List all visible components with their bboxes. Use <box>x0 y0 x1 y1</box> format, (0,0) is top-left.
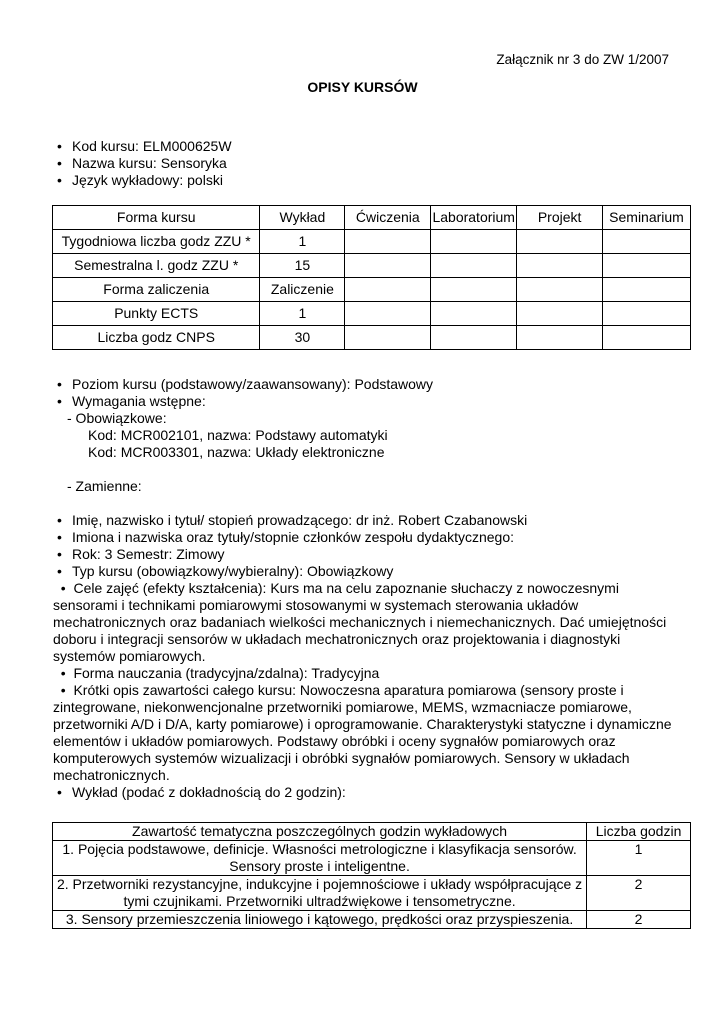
course-goals: • Cele zajęć (efekty kształcenia): Kurs ma na celu zapoznanie słuchaczy z nowoczesnymi sensorami i technikami pomiarowymi stosowanymi w systemach sterowania układów mechatronicznych oraz badaniach wielkości mechanicznych i niemechanicznych. Dać umiejętności doboru i integracji sensorów w układach mechatronicznych oraz projektowania i diagnostyki systemów pomiarowych. <box>53 580 667 664</box>
table-cell: 30 <box>260 326 345 350</box>
table-cell: Liczba godz CNPS <box>53 326 260 350</box>
teaching-form-text: Forma nauczania (tradycyjna/zdalna): Tradycyjna <box>73 665 380 681</box>
table-row <box>53 278 691 302</box>
table-cell: 1 <box>260 302 345 326</box>
mandatory-course-1: Kod: MCR002101, nazwa: Podstawy automatyki <box>88 427 388 443</box>
table-cell <box>517 254 603 278</box>
table-cell: 1 <box>260 230 345 254</box>
table-cell: Forma zaliczenia <box>53 278 260 302</box>
course-level: • Poziom kursu (podstawowy/zaawansowany): Podstawowy <box>53 376 673 393</box>
year-semester: • Rok: 3 Semestr: Zimowy <box>53 546 673 563</box>
table-cell <box>603 302 691 326</box>
table-cell <box>431 302 517 326</box>
table-cell <box>345 326 431 350</box>
course-info-list <box>53 138 232 189</box>
teaching-form: • Forma nauczania (tradycyjna/zdalna): Tradycyjna <box>53 665 380 681</box>
alternative-label: - Zamienne: <box>67 478 142 494</box>
table-cell: 3. Sensory przemieszczenia liniowego i kątowego, prędkości oraz przyspieszenia. <box>53 911 587 929</box>
table-cell: 2. Przetworniki rezystancyjne, indukcyjne i pojemnościowe i układy współpracujące z tymi czujnikami. Przetworniki ultradźwiękowe i tensometryczne. <box>53 876 587 911</box>
mandatory-label: - Obowiązkowe: <box>67 410 167 426</box>
header-cell: Projekt <box>517 206 603 230</box>
table-row <box>53 841 691 876</box>
table-header-row <box>53 823 691 841</box>
mandatory-course-2: Kod: MCR003301, nazwa: Układy elektroniczne <box>88 444 385 460</box>
header-cell: Wykład <box>260 206 345 230</box>
table-row <box>53 254 691 278</box>
header-cell: Zawartość tematyczna poszczególnych godzin wykładowych <box>53 823 587 841</box>
table-cell <box>345 302 431 326</box>
course-type: • Typ kursu (obowiązkowy/wybieralny): Obowiązkowy <box>53 563 673 580</box>
table-cell <box>345 254 431 278</box>
header-cell: Forma kursu <box>53 206 260 230</box>
lecturer: • Imię, nazwisko i tytuł/ stopień prowadzącego: dr inż. Robert Czabanowski <box>53 512 673 529</box>
table-cell: Tygodniowa liczba godz ZZU * <box>53 230 260 254</box>
table-cell: Punkty ECTS <box>53 302 260 326</box>
table-cell <box>603 230 691 254</box>
header-cell: Seminarium <box>603 206 691 230</box>
course-summary: • Krótki opis zawartości całego kursu: Nowoczesna aparatura pomiarowa (sensory proste i zintegrowane, niekonwencjonalne przetworniki pomiarowe, MEMS, wzmacniacze pomiarowe, przetworniki A/D i D/A, karty pomiarowe) i oprogramowanie. Charakterystyki statyczne i dynamiczne elementów i układów pomiarowych. Podstawy obróbki i oceny sygnałów pomiarowych oraz komputerowych systemów wizualizacji i obróbki sygnałów pomiarowych. Sensory w układach mechatronicznych. <box>53 682 672 783</box>
lecture-table <box>52 822 691 929</box>
table-cell: 15 <box>260 254 345 278</box>
course-code: • Kod kursu: ELM000625W <box>53 138 232 155</box>
header-cell: Laboratorium <box>431 206 517 230</box>
course-details <box>53 376 673 801</box>
table-cell <box>431 230 517 254</box>
table-cell: 2 <box>587 876 691 911</box>
table-cell: 2 <box>587 911 691 929</box>
table-row <box>53 876 691 911</box>
table-cell <box>431 254 517 278</box>
table-cell <box>345 278 431 302</box>
table-cell <box>603 254 691 278</box>
teaching-team: • Imiona i nazwiska oraz tytuły/stopnie członków zespołu dydaktycznego: <box>53 529 673 546</box>
prerequisites-heading: • Wymagania wstępne: <box>53 393 673 410</box>
table-cell <box>517 326 603 350</box>
header-cell: Liczba godzin <box>587 823 691 841</box>
table-row <box>53 911 691 929</box>
table-header-row <box>53 206 691 230</box>
table-cell <box>517 302 603 326</box>
table-cell: Semestralna l. godz ZZU * <box>53 254 260 278</box>
course-language: • Język wykładowy: polski <box>53 172 232 189</box>
page-title: OPISY KURSÓW <box>307 79 418 95</box>
table-cell <box>345 230 431 254</box>
course-summary-text: Krótki opis zawartości całego kursu: Nowoczesna aparatura pomiarowa (sensory proste i zintegrowane, niekonwencjonalne przetworniki pomiarowe, MEMS, wzmacniacze pomiarowe, przetworniki A/D i D/A, karty pomiarowe) i oprogramowanie. Charakterystyki statyczne i dynamiczne elementów i układów pomiarowych. Podstawy obróbki i oceny sygnałów pomiarowych oraz komputerowych systemów wizualizacji i obróbki sygnałów pomiarowych. Sensory w układach mechatronicznych. <box>53 682 672 783</box>
table-cell: 1. Pojęcia podstawowe, definicje. Własności metrologiczne i klasyfikacja sensorów. Sensory proste i inteligentne. <box>53 841 587 876</box>
table-cell <box>603 326 691 350</box>
header-cell: Ćwiczenia <box>345 206 431 230</box>
table-cell <box>431 278 517 302</box>
table-cell: Zaliczenie <box>260 278 345 302</box>
course-goals-text: Cele zajęć (efekty kształcenia): Kurs ma na celu zapoznanie słuchaczy z nowoczesnymi sensorami i technikami pomiarowymi stosowanymi w systemach sterowania układów mechatronicznych oraz badaniach wielkości mechanicznych i niemechanicznych. Dać umiejętności doboru i integracji sensorów w układach mechatronicznych oraz projektowania i diagnostyki systemów pomiarowych. <box>53 580 667 664</box>
table-row <box>53 302 691 326</box>
table-row <box>53 230 691 254</box>
table-cell <box>517 278 603 302</box>
appendix-reference: Załącznik nr 3 do ZW 1/2007 <box>496 52 669 67</box>
table-cell <box>603 278 691 302</box>
course-name: • Nazwa kursu: Sensoryka <box>53 155 232 172</box>
table-cell: 1 <box>587 841 691 876</box>
table-cell <box>517 230 603 254</box>
table-cell <box>431 326 517 350</box>
lecture-heading: • Wykład (podać z dokładnością do 2 godzin): <box>53 784 673 801</box>
hours-table <box>52 205 691 350</box>
table-row <box>53 326 691 350</box>
